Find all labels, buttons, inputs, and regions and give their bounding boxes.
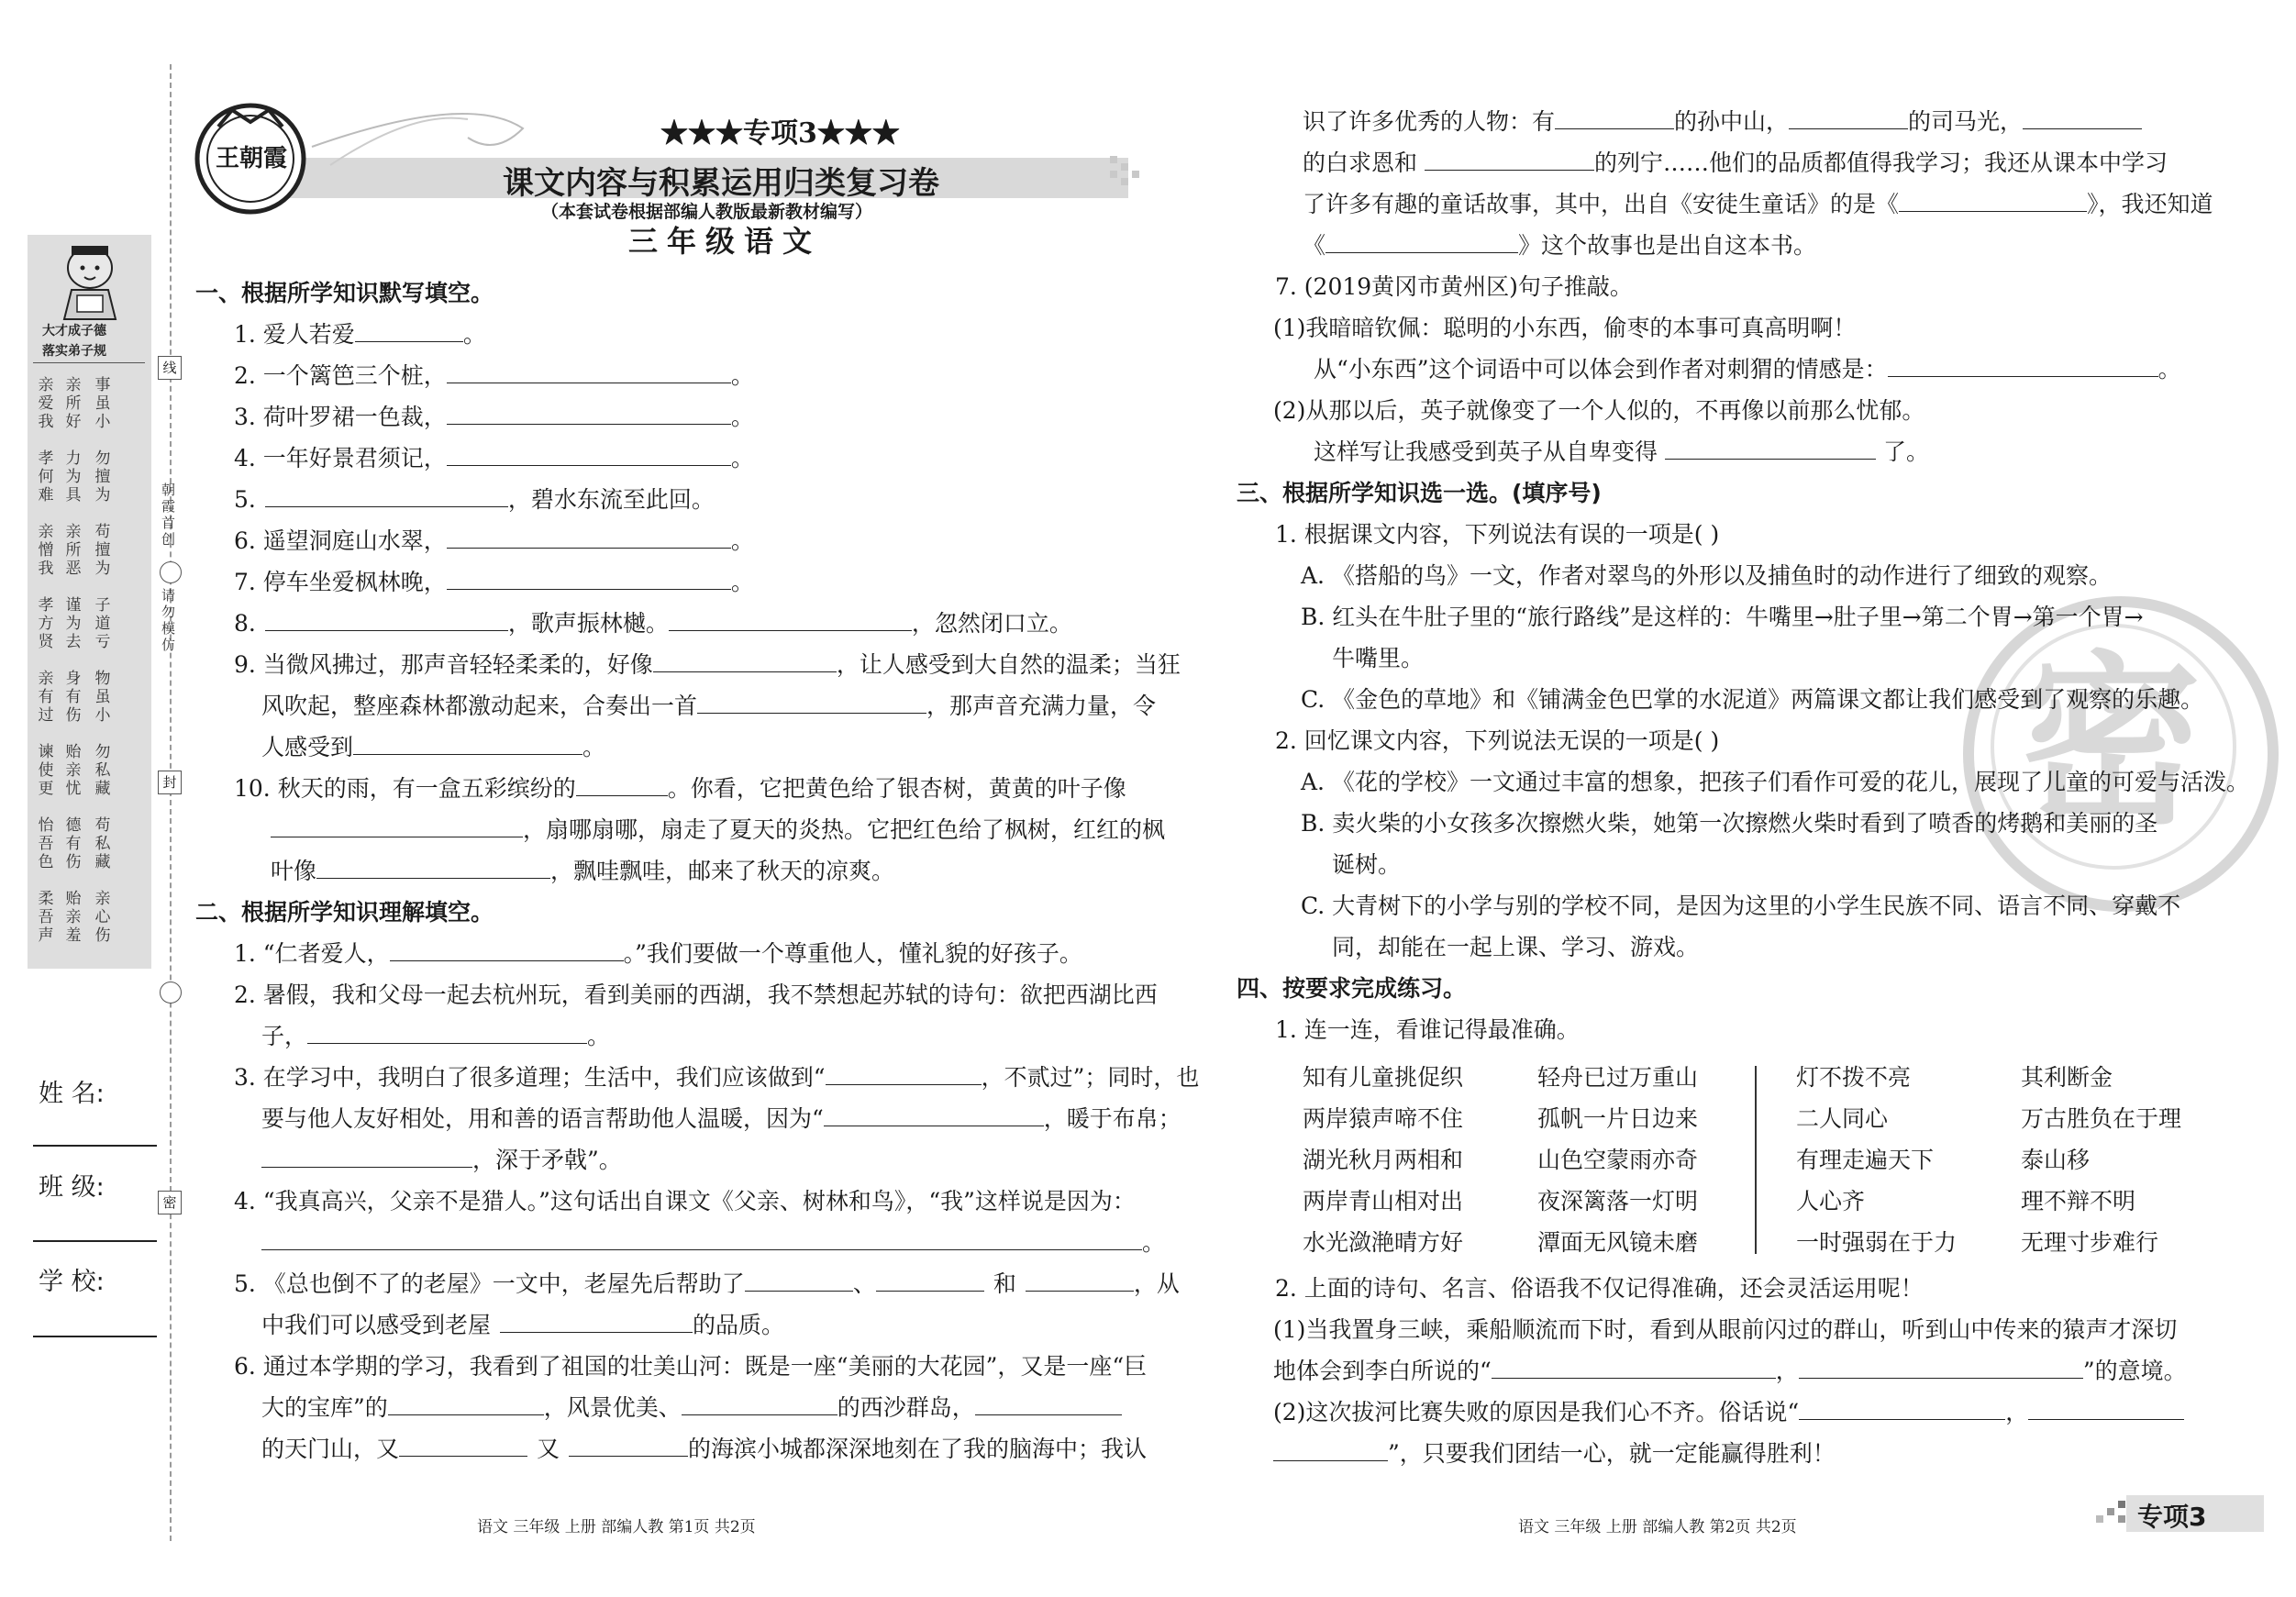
answer-blank[interactable] [653, 651, 837, 672]
q-text: 。 [730, 404, 754, 430]
s2-q3-line1 [234, 1064, 1199, 1092]
answer-blank[interactable] [1899, 191, 2087, 212]
strip-col: 勿私藏 [94, 743, 111, 798]
q-text: 。 [730, 362, 754, 389]
match-c-1[interactable]: 灯不拨不亮 [1796, 1064, 1912, 1091]
s1-q5 [234, 486, 715, 514]
q-text: 6. 遥望洞庭山水翠， [234, 527, 447, 554]
school-input[interactable] [33, 1336, 157, 1337]
strip-col: 谨为去 [65, 596, 82, 651]
answer-blank[interactable] [307, 1023, 587, 1044]
s1-q9-line2 [261, 693, 1156, 720]
answer-blank[interactable] [1799, 1358, 2083, 1379]
q-text: 风吹起，整座森林都激动起来，合奏出一首 [261, 693, 698, 719]
q-text: 7. 停车坐爱枫林晚， [234, 569, 447, 595]
strip-col: 力为具 [65, 449, 82, 505]
answer-blank[interactable] [669, 610, 912, 631]
answer-blank[interactable] [2028, 1399, 2184, 1420]
q-text: 1. “仁者爱人， [234, 940, 390, 967]
s2-q6-line4 [1303, 108, 2142, 136]
s2-q1 [234, 940, 1082, 968]
strip-divider [33, 362, 145, 363]
class-label: 班 级: [39, 1173, 105, 1202]
q-text: 10. 秋天的雨，有一盒五彩缤纷的 [234, 775, 576, 802]
answer-blank[interactable] [1325, 232, 1518, 253]
strip-col: 孝何难 [38, 449, 54, 505]
q-text: 5. [234, 486, 256, 513]
section-2-title: 二、根据所学知识理解填空。 [195, 899, 494, 926]
s1-q10-line1 [234, 775, 1126, 803]
answer-blank[interactable] [826, 1064, 982, 1085]
s2-q7 [1275, 273, 1633, 301]
answer-blank[interactable] [388, 1394, 544, 1415]
q-text: 。 [730, 569, 754, 595]
fold-box-line: 线 [158, 356, 182, 380]
s4-q2: 2. 上面的诗句、名言、俗语我不仅记得准确，还会灵活运用呢！ [1275, 1275, 1924, 1302]
answer-blank[interactable] [316, 858, 550, 879]
s2-q4-line1 [234, 1188, 1136, 1215]
q-text: 的列宁……他们的品质都值得我学习；我还从课本中学习 [1594, 150, 2168, 176]
match-d-3[interactable]: 泰山移 [2021, 1147, 2091, 1173]
binding-hole [160, 561, 182, 583]
strip-col: 苟擅为 [94, 523, 111, 578]
s1-q2 [234, 362, 754, 390]
s1-q9-line3 [261, 734, 605, 761]
q-text: 。 [730, 445, 754, 471]
answer-blank[interactable] [271, 816, 523, 837]
answer-blank[interactable] [265, 610, 508, 631]
header-badge: ★★★专项3★★★ [660, 117, 900, 150]
q-text: ， [2005, 1399, 2029, 1425]
q-text: 的品质。 [693, 1312, 785, 1338]
s2-q7-sub1-answer [1314, 356, 2181, 383]
q-text: 1. 爱人若爱 [234, 321, 355, 348]
match-a-2[interactable]: 两岸猿声啼不住 [1303, 1105, 1464, 1132]
match-d-2[interactable]: 万古胜负在于理 [2021, 1105, 2182, 1132]
section-3-title: 三、根据所学知识选一选。(填序号) [1237, 480, 1602, 506]
page-title: 课文内容与积累运用归类复习卷 [503, 165, 939, 202]
q-text: ，碧水东流至此回。 [507, 486, 715, 513]
match-b-3[interactable]: 山色空蒙雨亦奇 [1537, 1147, 1699, 1173]
q-text: 。 [582, 734, 606, 760]
q-text: 5. 《总也倒不了的老屋》一文中，老屋先后帮助了 [234, 1270, 745, 1297]
q-text: 。你看，它把黄色给了银杏树，黄黄的叶子像 [667, 775, 1126, 802]
q-text: 3. 荷叶罗裙一色裁， [234, 404, 447, 430]
q-text: 要与他人友好相处，用和善的语言帮助他人温暖，因为“ [261, 1105, 824, 1132]
name-input[interactable] [33, 1145, 157, 1147]
match-c-2[interactable]: 二人同心 [1796, 1105, 1889, 1132]
s2-q2-line1 [234, 981, 1158, 1009]
q-text: ”的意境。 [2082, 1358, 2187, 1384]
match-c-3[interactable]: 有理走遍天下 [1796, 1147, 1935, 1173]
strip-col: 怡吾色 [38, 816, 54, 871]
s2-q7-sub2-answer [1314, 438, 1929, 466]
answer-blank[interactable] [1026, 1270, 1134, 1292]
answer-blank[interactable] [447, 445, 731, 466]
q-text: 叶像 [271, 858, 317, 884]
answer-blank[interactable] [261, 1147, 472, 1168]
s2-q5-line1 [234, 1270, 1180, 1298]
footer-right: 语文 三年级 上册 部编人教 第2页 共2页 [1518, 1518, 1797, 1536]
answer-blank[interactable] [1799, 1399, 2005, 1420]
s3-q2-option-b-cont: 诞树。 [1332, 851, 1402, 878]
q-text: 的西沙群岛， [837, 1394, 975, 1421]
match-c-4[interactable]: 人心齐 [1796, 1188, 1866, 1214]
s2-q6-line1 [234, 1353, 1147, 1381]
s4-q2-sub1: (1)当我置身三峡，乘船顺流而下时，看到从眼前闪过的群山，听到山中传来的猿声才深切 [1273, 1316, 2178, 1343]
q-text: (2)这次拔河比赛失败的原因是我们心不齐。俗话说“ [1273, 1399, 1800, 1425]
q-text: ”，只要我们团结一心，就一定能赢得胜利！ [1388, 1440, 1836, 1467]
q-text: ，歌声振林樾。 [507, 610, 669, 637]
strip-col: 亲心伤 [94, 890, 111, 945]
q-text: 。 [587, 1023, 611, 1049]
s2-q2-line2 [261, 1023, 610, 1050]
answer-blank[interactable] [1273, 1440, 1388, 1461]
strip-col: 亲有过 [38, 670, 54, 725]
strip-col: 谏使更 [38, 743, 54, 798]
answer-blank[interactable] [682, 1394, 837, 1415]
s1-q7 [234, 569, 754, 596]
q-text: 》，我还知道 [2087, 191, 2213, 217]
s2-q6-line2 [261, 1394, 1122, 1422]
binding-hole [160, 981, 182, 1004]
q-text: (2)从那以后，英子就像变了一个人似的，不再像以前那么忧郁。 [1273, 397, 1925, 424]
match-a-4[interactable]: 两岸青山相对出 [1303, 1188, 1464, 1214]
class-input[interactable] [33, 1240, 157, 1242]
match-a-5[interactable]: 水光潋滟晴方好 [1303, 1229, 1464, 1256]
q-text: 9. 当微风拂过，那声音轻轻柔柔的，好像 [234, 651, 653, 678]
q-text: ，风景优美、 [543, 1394, 682, 1421]
q-text: 识了许多优秀的人物：有 [1303, 108, 1556, 135]
s1-q3 [234, 404, 754, 431]
q-text: 大的宝库”的 [261, 1394, 388, 1421]
q-text: 了。 [1883, 438, 1930, 465]
q-text: ，飘哇飘哇，邮来了秋天的凉爽。 [550, 858, 895, 884]
answer-blank[interactable] [824, 1105, 1044, 1126]
q-text: 2. 暑假，我和父母一起去杭州玩，看到美丽的西湖，我不禁想起苏轼的诗句：欲把西湖比西 [234, 981, 1158, 1008]
q-text: 8. [234, 610, 256, 637]
answer-blank[interactable] [1888, 356, 2158, 377]
strip-col: 贻亲忧 [65, 743, 82, 798]
scholar-illustration [48, 240, 132, 321]
q-text: ，暖于布帛； [1043, 1105, 1181, 1132]
q-text: 的天门山，又 [261, 1436, 400, 1462]
strip-col: 贻亲羞 [65, 890, 82, 945]
answer-blank[interactable] [576, 775, 668, 796]
fold-text-1: 朝霞首创 [161, 482, 176, 548]
s1-q4 [234, 445, 754, 472]
q-text: 6. 通过本学期的学习，我看到了祖国的壮美山河：既是一座“美丽的大花园”，又是一座“巨 [234, 1353, 1148, 1380]
s3-q2-option-b: B. 卖火柴的小女孩多次擦燃火柴，她第一次擦燃火柴时看到了喷香的烤鹅和美丽的圣 [1301, 810, 2158, 837]
secret-stamp-char: 密 [2018, 636, 2202, 849]
q-text: 的白求恩和 [1303, 150, 1418, 176]
strip-col: 子道亏 [94, 596, 111, 651]
q-text: 7. (2019黄冈市黄州区)句子推敲。 [1275, 273, 1633, 300]
answer-blank[interactable] [697, 693, 926, 714]
q-text: 。 [462, 321, 486, 348]
s3-q2-option-c: C. 大青树下的小学与别的学校不同，是因为这里的小学生民族不同、语言不同、穿戴不 [1301, 893, 2181, 919]
match-b-1[interactable]: 轻舟已过万重山 [1537, 1064, 1699, 1091]
answer-blank[interactable] [2023, 108, 2142, 129]
strip-col: 勿擅为 [94, 449, 111, 505]
s2-q3-line3 [261, 1147, 622, 1174]
match-a-3[interactable]: 湖光秋月两相和 [1303, 1147, 1464, 1173]
q-text: 人感受到 [261, 734, 354, 760]
q-text: 从“小东西”这个词语中可以体会到作者对刺猬的情感是： [1314, 356, 1888, 383]
answer-blank[interactable] [745, 1270, 853, 1292]
s3-q1: 1. 根据课文内容，下列说法有误的一项是( ) [1275, 521, 1720, 548]
strip-col: 亲所恶 [65, 523, 82, 578]
s1-q1 [234, 321, 486, 349]
s1-q10-line2 [271, 816, 1165, 844]
answer-blank[interactable] [447, 362, 731, 383]
q-text: 的司马光， [1908, 108, 2024, 135]
match-b-4[interactable]: 夜深篱落一灯明 [1537, 1188, 1699, 1214]
answer-blank[interactable] [975, 1394, 1122, 1415]
answer-blank[interactable] [399, 1436, 527, 1457]
strip-col: 亲所好 [65, 376, 82, 431]
s3-q2-option-a: A. 《花的学校》一文通过丰富的想象，把孩子们看作可爱的花儿，展现了儿童的可爱与活泼。 [1301, 769, 2249, 795]
match-a-1[interactable]: 知有儿童挑促织 [1303, 1064, 1464, 1091]
s1-q9-line1 [234, 651, 1181, 679]
s3-q2-option-c-cont: 同，却能在一起上课、学习、游戏。 [1332, 934, 1700, 960]
q-text: 这样写让我感受到英子从自卑变得 [1314, 438, 1658, 465]
header-note: （本套试卷根据部编人教版最新教材编写） [541, 202, 873, 222]
subject-title: 三年级语文 [628, 224, 822, 259]
q-text: ，扇哪扇哪，扇走了夏天的炎热。它把红色给了枫树，红红的枫 [523, 816, 1166, 843]
s2-q4-line2 [261, 1229, 1165, 1257]
q-text: 4. “我真高兴，父亲不是猎人。”这句话出自课文《父亲、树林和鸟》，“我”这样说是因为： [234, 1188, 1136, 1214]
strip-col: 孝方贤 [38, 596, 54, 651]
s2-q6-line7 [1303, 232, 1816, 260]
answer-blank[interactable] [876, 1270, 984, 1292]
s2-q3-line2 [261, 1105, 1181, 1133]
section-1-title: 一、根据所学知识默写填空。 [195, 280, 494, 306]
answer-blank[interactable] [1555, 108, 1674, 129]
q-text: 中我们可以感受到老屋 [261, 1312, 492, 1338]
strip-col: 苟私藏 [94, 816, 111, 871]
fold-box-seal: 封 [158, 771, 182, 794]
answer-blank[interactable] [1665, 438, 1876, 460]
answer-blank[interactable] [447, 527, 731, 549]
answer-blank[interactable] [353, 734, 582, 755]
motto-1: 大才成子德 [42, 324, 106, 338]
q-text: 《 [1303, 232, 1326, 259]
s3-q2: 2. 回忆课文内容，下列说法无误的一项是( ) [1275, 727, 1720, 754]
q-text: 。”我们要做一个尊重他人，懂礼貌的好孩子。 [623, 940, 1082, 967]
q-text: 。 [1142, 1229, 1166, 1256]
section-tag-label: 专项3 [2137, 1502, 2207, 1532]
answer-blank[interactable] [447, 569, 731, 590]
q-text: 的孙中山， [1674, 108, 1790, 135]
s2-q6-line5 [1303, 150, 2168, 177]
s3-q1-option-b: B. 红头在牛肚子里的“旅行路线”是这样的：牛嘴里→肚子里→第二个胃→第一个胃→ [1301, 604, 2144, 630]
answer-blank[interactable] [261, 1229, 1142, 1250]
answer-blank[interactable] [1789, 108, 1908, 129]
strip-col: 柔吾声 [38, 890, 54, 945]
s1-q6 [234, 527, 754, 555]
match-b-2[interactable]: 孤帆一片日边来 [1537, 1105, 1699, 1132]
q-text: ， [1775, 1358, 1799, 1384]
answer-blank[interactable] [569, 1436, 688, 1457]
q-text: 》这个故事也是出自这本书。 [1518, 232, 1817, 259]
s3-q1-option-c: C. 《金色的草地》和《铺满金色巴掌的水泥道》两篇课文都让我们感受到了观察的乐趣。 [1301, 686, 2204, 713]
strip-col: 事虽小 [94, 376, 111, 431]
strip-col: 亲憎我 [38, 523, 54, 578]
s2-q7-sub2 [1273, 397, 1924, 425]
match-d-1[interactable]: 其利断金 [2021, 1064, 2113, 1091]
q-text: 、 [852, 1270, 876, 1297]
answer-blank[interactable] [1492, 1358, 1776, 1379]
s4-q2-sub1-answer [1273, 1358, 2187, 1385]
fold-line [170, 64, 172, 1541]
motto-2: 落实弟子规 [42, 344, 106, 359]
q-text: 了许多有趣的童话故事，其中，出自《安徒生童话》的是《 [1303, 191, 1900, 217]
q-text: 3. 在学习中，我明白了很多道理；生活中，我们应该做到“ [234, 1064, 826, 1091]
answer-blank[interactable] [1425, 150, 1594, 171]
answer-blank[interactable] [355, 321, 463, 342]
tag-dots [2096, 1499, 2127, 1526]
q-text: 子， [261, 1023, 308, 1049]
match-divider [1755, 1066, 1757, 1254]
q-text: (1)我暗暗钦佩：聪明的小东西，偷枣的本事可真高明啊！ [1273, 315, 1857, 341]
s4-q2-sub2-cont [1273, 1440, 1836, 1468]
q-text: ，那声音充满力量，令 [926, 693, 1157, 719]
fold-text-2: 请勿模仿 [161, 587, 176, 653]
logo-text: 王朝霞 [215, 145, 287, 172]
strip-col: 物虽小 [94, 670, 111, 725]
answer-blank[interactable] [265, 486, 508, 507]
name-label: 姓 名: [39, 1080, 105, 1108]
s2-q5-line2 [261, 1312, 784, 1339]
q-text: ，深于矛戟”。 [472, 1147, 622, 1173]
q-text: 和 [993, 1270, 1016, 1297]
answer-blank[interactable] [447, 404, 731, 425]
match-d-4[interactable]: 理不辩不明 [2021, 1188, 2136, 1214]
q-text: 2. 一个篱笆三个桩， [234, 362, 447, 389]
q-text: ，让人感受到大自然的温柔；当狂 [836, 651, 1181, 678]
strip-col: 亲爱我 [38, 376, 54, 431]
q-text: 。 [730, 527, 754, 554]
s4-q1: 1. 连一连，看谁记得最准确。 [1275, 1016, 1580, 1043]
match-b-5[interactable]: 潭面无风镜未磨 [1537, 1229, 1699, 1256]
school-label: 学 校: [39, 1268, 105, 1296]
match-c-5[interactable]: 一时强弱在于力 [1796, 1229, 1958, 1256]
answer-blank[interactable] [500, 1312, 693, 1333]
q-text: 又 [537, 1436, 560, 1462]
q-text: 4. 一年好景君须记， [234, 445, 447, 471]
fold-box-secret: 密 [158, 1191, 182, 1214]
s1-q8 [234, 610, 1072, 638]
s3-q1-option-a: A. 《搭船的鸟》一文，作者对翠鸟的外形以及捕鱼时的动作进行了细致的观察。 [1301, 562, 2112, 589]
strip-col: 德有伤 [65, 816, 82, 871]
s2-q7-sub1 [1273, 315, 1856, 342]
q-text: ，从 [1133, 1270, 1180, 1297]
q-text: 。 [2157, 356, 2181, 383]
s1-q10-line3 [271, 858, 894, 885]
s2-q6-line6 [1303, 191, 2213, 218]
q-text: 地体会到李白所说的“ [1273, 1358, 1492, 1384]
answer-blank[interactable] [390, 940, 624, 961]
footer-left: 语文 三年级 上册 部编人教 第1页 共2页 [477, 1518, 756, 1536]
match-d-5[interactable]: 无理寸步难行 [2021, 1229, 2159, 1256]
section-4-title: 四、按要求完成练习。 [1237, 975, 1467, 1002]
q-text: 的海滨小城都深深地刻在了我的脑海中；我认 [688, 1436, 1148, 1462]
q-text: ，不贰过”；同时，也 [981, 1064, 1200, 1091]
s4-q2-sub2 [1273, 1399, 2184, 1426]
s3-q1-option-b-cont: 牛嘴里。 [1332, 645, 1425, 671]
q-text: ，忽然闭口立。 [911, 610, 1072, 637]
s2-q6-line3 [261, 1436, 1147, 1463]
strip-col: 身有伤 [65, 670, 82, 725]
